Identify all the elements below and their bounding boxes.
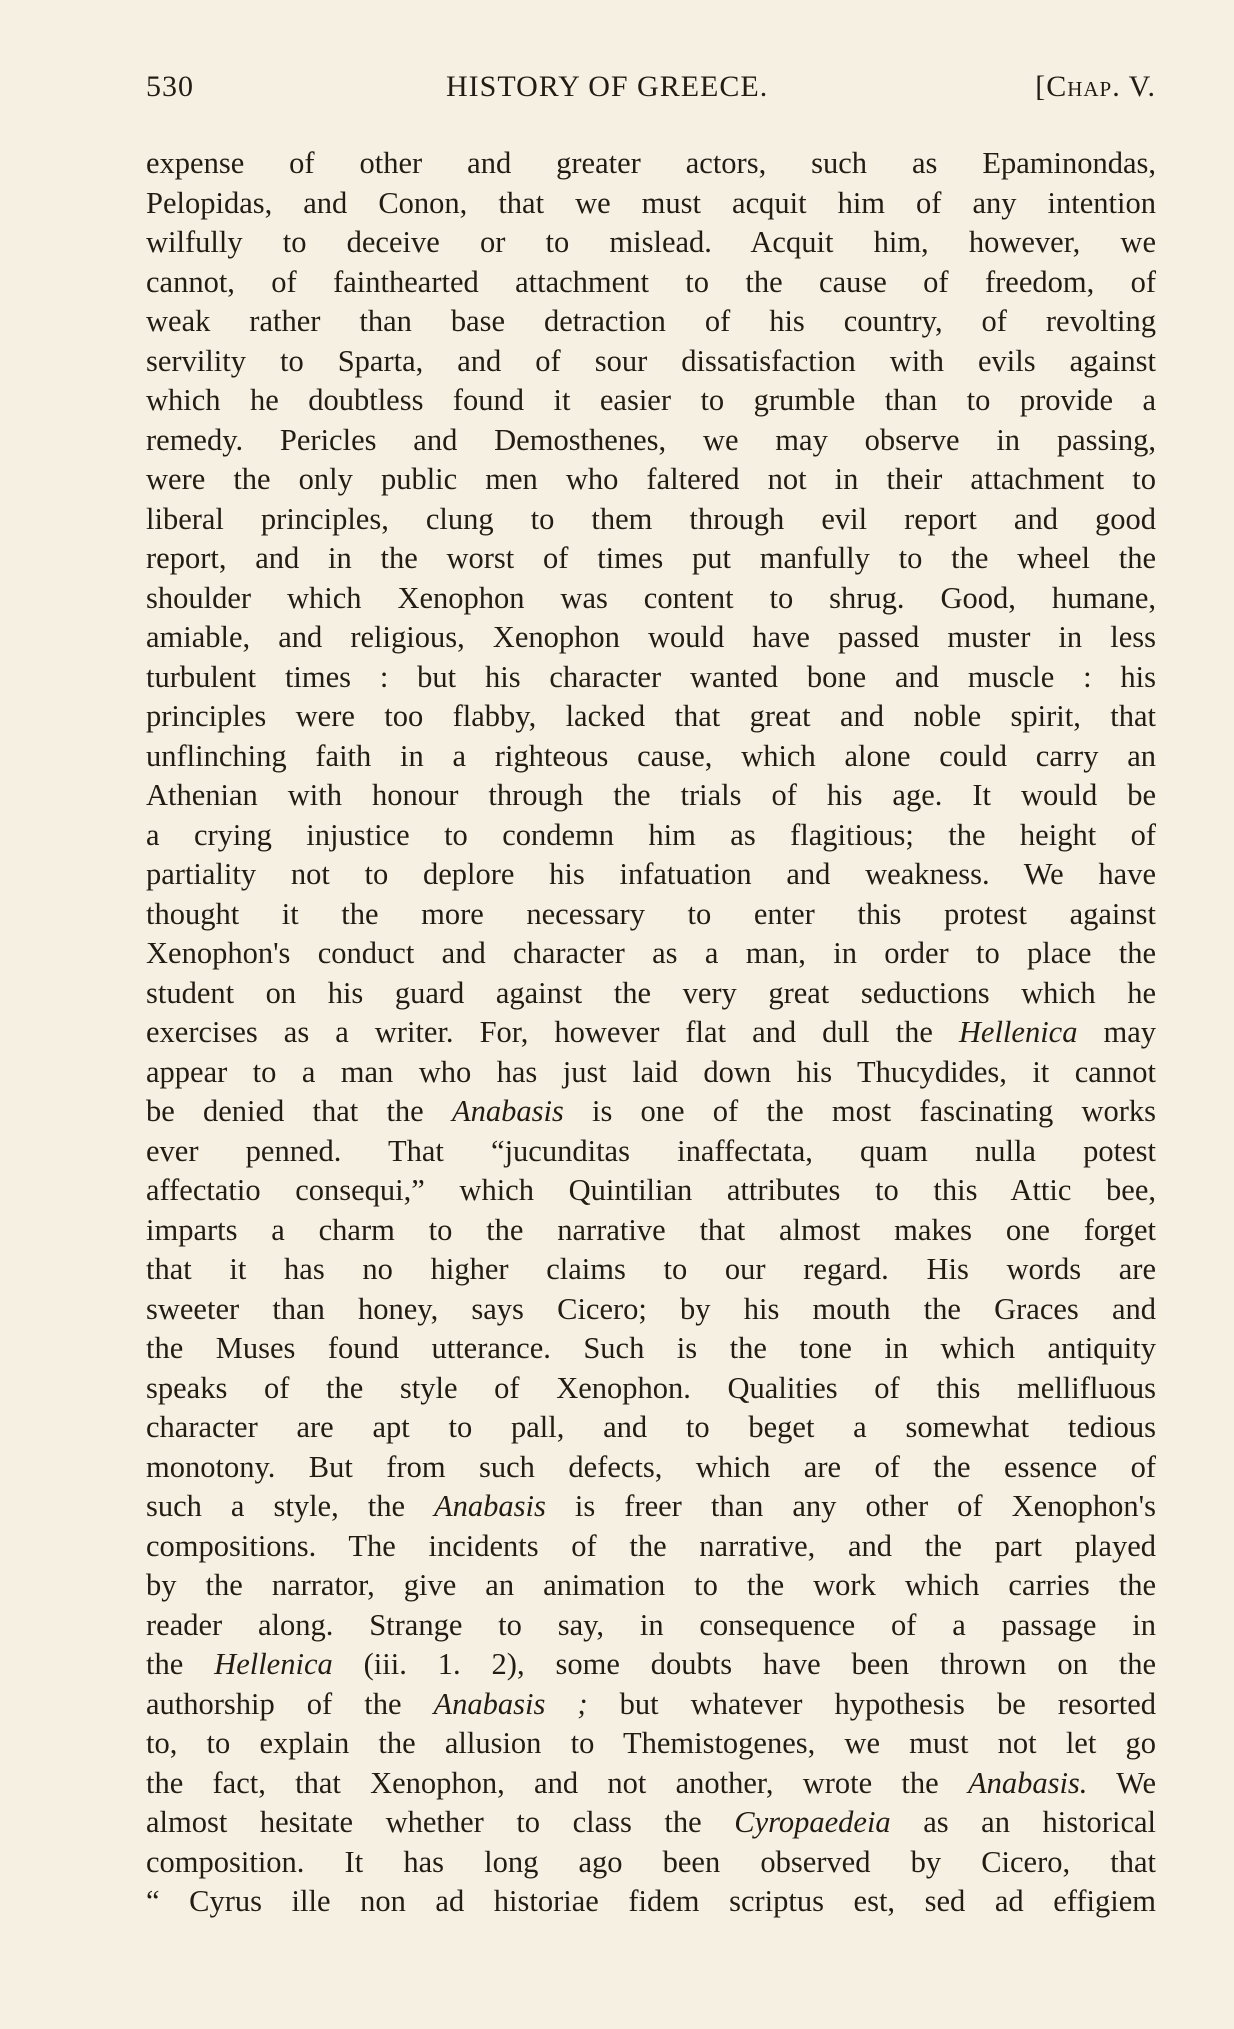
text-line: Pelopidas, and Conon, that we must acquit him of any intention xyxy=(146,185,1156,220)
text-segment: such a style, the xyxy=(146,1489,435,1523)
work-title: Anabasis xyxy=(434,1489,546,1523)
book-title: HISTORY OF GREECE. xyxy=(446,70,769,103)
page-number: 530 xyxy=(146,70,194,103)
text-line: “ Cyrus ille non ad historiae fidem scriptus est, sed ad effigiem xyxy=(146,1884,1156,1918)
running-head xyxy=(146,70,1156,120)
text-segment: as an historical xyxy=(890,1805,1156,1839)
text-line: unflinching faith in a righteous cause, which alone could carry an xyxy=(146,738,1156,773)
text-segment: (iii. 1. 2), some doubts have been thrown on the xyxy=(332,1647,1156,1681)
work-title: Cyropaedeia xyxy=(734,1805,891,1839)
text-segment: the xyxy=(146,1647,215,1681)
work-title: Anabasis ; xyxy=(433,1686,588,1721)
text-segment: is one of the most fascinating works xyxy=(563,1094,1156,1128)
text-line: speaks of the style of Xenophon. Qualities of this mellifluous xyxy=(146,1370,1156,1405)
text-line: principles were too flabby, lacked that great and noble spirit, that xyxy=(146,699,1156,733)
text-line: to, to explain the allusion to Themistogenes, we must not let go xyxy=(146,1726,1156,1760)
text-segment: the fact, that Xenophon, and not another, wrote the xyxy=(146,1765,968,1800)
text-line: shoulder which Xenophon was content to shrug. Good, humane, xyxy=(146,580,1156,615)
text-line: partiality not to deplore his infatuation and weakness. We have xyxy=(146,857,1156,891)
text-line: affectatio consequi,” which Quintilian attributes to this Attic bee, xyxy=(146,1173,1156,1207)
text-line: student on his guard against the very great seductions which he xyxy=(146,975,1156,1010)
text-line: the Muses found utterance. Such is the tone in which antiquity xyxy=(146,1331,1156,1365)
text-line: which he doubtless found it easier to grumble than to provide a xyxy=(146,383,1156,417)
text-line: cannot, of fainthearted attachment to the cause of freedom, of xyxy=(146,264,1156,299)
text-line xyxy=(146,1803,1156,1843)
text-line: thought it the more necessary to enter this protest against xyxy=(146,896,1156,931)
text-line: by the narrator, give an animation to the work which carries the xyxy=(146,1568,1156,1602)
chapter-reference: [Chap. V. xyxy=(1035,70,1156,103)
text-segment: We xyxy=(1087,1765,1156,1800)
text-line: remedy. Pericles and Demosthenes, we may observe in passing, xyxy=(146,422,1156,457)
text-line xyxy=(146,1013,1156,1053)
text-line: appear to a man who has just laid down his Thucydides, it cannot xyxy=(146,1054,1156,1089)
text-line: compositions. The incidents of the narrative, and the part played xyxy=(146,1528,1156,1563)
text-segment: is freer than any other of Xenophon's xyxy=(545,1489,1156,1523)
body-text xyxy=(146,144,1156,1922)
text-line: composition. It has long ago been observed by Cicero, that xyxy=(146,1844,1156,1879)
text-line xyxy=(146,1645,1156,1685)
text-segment: be denied that the xyxy=(146,1094,452,1128)
text-line: were the only public men who faltered not in their attachment to xyxy=(146,462,1156,496)
text-segment: may xyxy=(1077,1015,1156,1049)
text-line xyxy=(146,1487,1156,1527)
text-segment: but whatever hypothesis be resorted xyxy=(587,1686,1156,1721)
text-line: ever penned. That “jucunditas inaffectata, quam nulla potest xyxy=(146,1133,1156,1168)
text-line: monotony. But from such defects, which are of the essence of xyxy=(146,1449,1156,1484)
text-line: liberal principles, clung to them through evil report and good xyxy=(146,501,1156,536)
text-line: character are apt to pall, and to beget a somewhat tedious xyxy=(146,1410,1156,1444)
work-title: Hellenica xyxy=(958,1015,1078,1049)
text-line: amiable, and religious, Xenophon would have passed muster in less xyxy=(146,620,1156,654)
text-line xyxy=(146,1685,1156,1725)
work-title: Anabasis xyxy=(451,1094,564,1128)
text-line: wilfully to deceive or to mislead. Acquit him, however, we xyxy=(146,225,1156,259)
text-line xyxy=(146,1764,1156,1804)
text-line: a crying injustice to condemn him as flagitious; the height of xyxy=(146,817,1156,852)
text-line xyxy=(146,1092,1156,1132)
text-line: weak rather than base detraction of his country, of revolting xyxy=(146,304,1156,338)
text-line: expense of other and greater actors, such as Epaminondas, xyxy=(146,146,1156,180)
text-segment: authorship of the xyxy=(146,1686,434,1721)
text-line: servility to Sparta, and of sour dissatisfaction with evils against xyxy=(146,343,1156,378)
work-title: Anabasis. xyxy=(967,1765,1088,1800)
text-line: Athenian with honour through the trials of his age. It would be xyxy=(146,778,1156,812)
text-line: sweeter than honey, says Cicero; by his mouth the Graces and xyxy=(146,1291,1156,1326)
text-line: report, and in the worst of times put manfully to the wheel the xyxy=(146,541,1156,575)
text-line: Xenophon's conduct and character as a man, in order to place the xyxy=(146,936,1156,970)
work-title: Hellenica xyxy=(214,1647,333,1681)
text-segment: almost hesitate whether to class the xyxy=(146,1805,735,1839)
text-segment: exercises as a writer. For, however flat and dull the xyxy=(146,1015,959,1049)
text-line: turbulent times : but his character wanted bone and muscle : his xyxy=(146,659,1156,694)
text-line: that it has no higher claims to our regard. His words are xyxy=(146,1252,1156,1286)
text-line: reader along. Strange to say, in consequence of a passage in xyxy=(146,1607,1156,1642)
text-line: imparts a charm to the narrative that almost makes one forget xyxy=(146,1212,1156,1247)
